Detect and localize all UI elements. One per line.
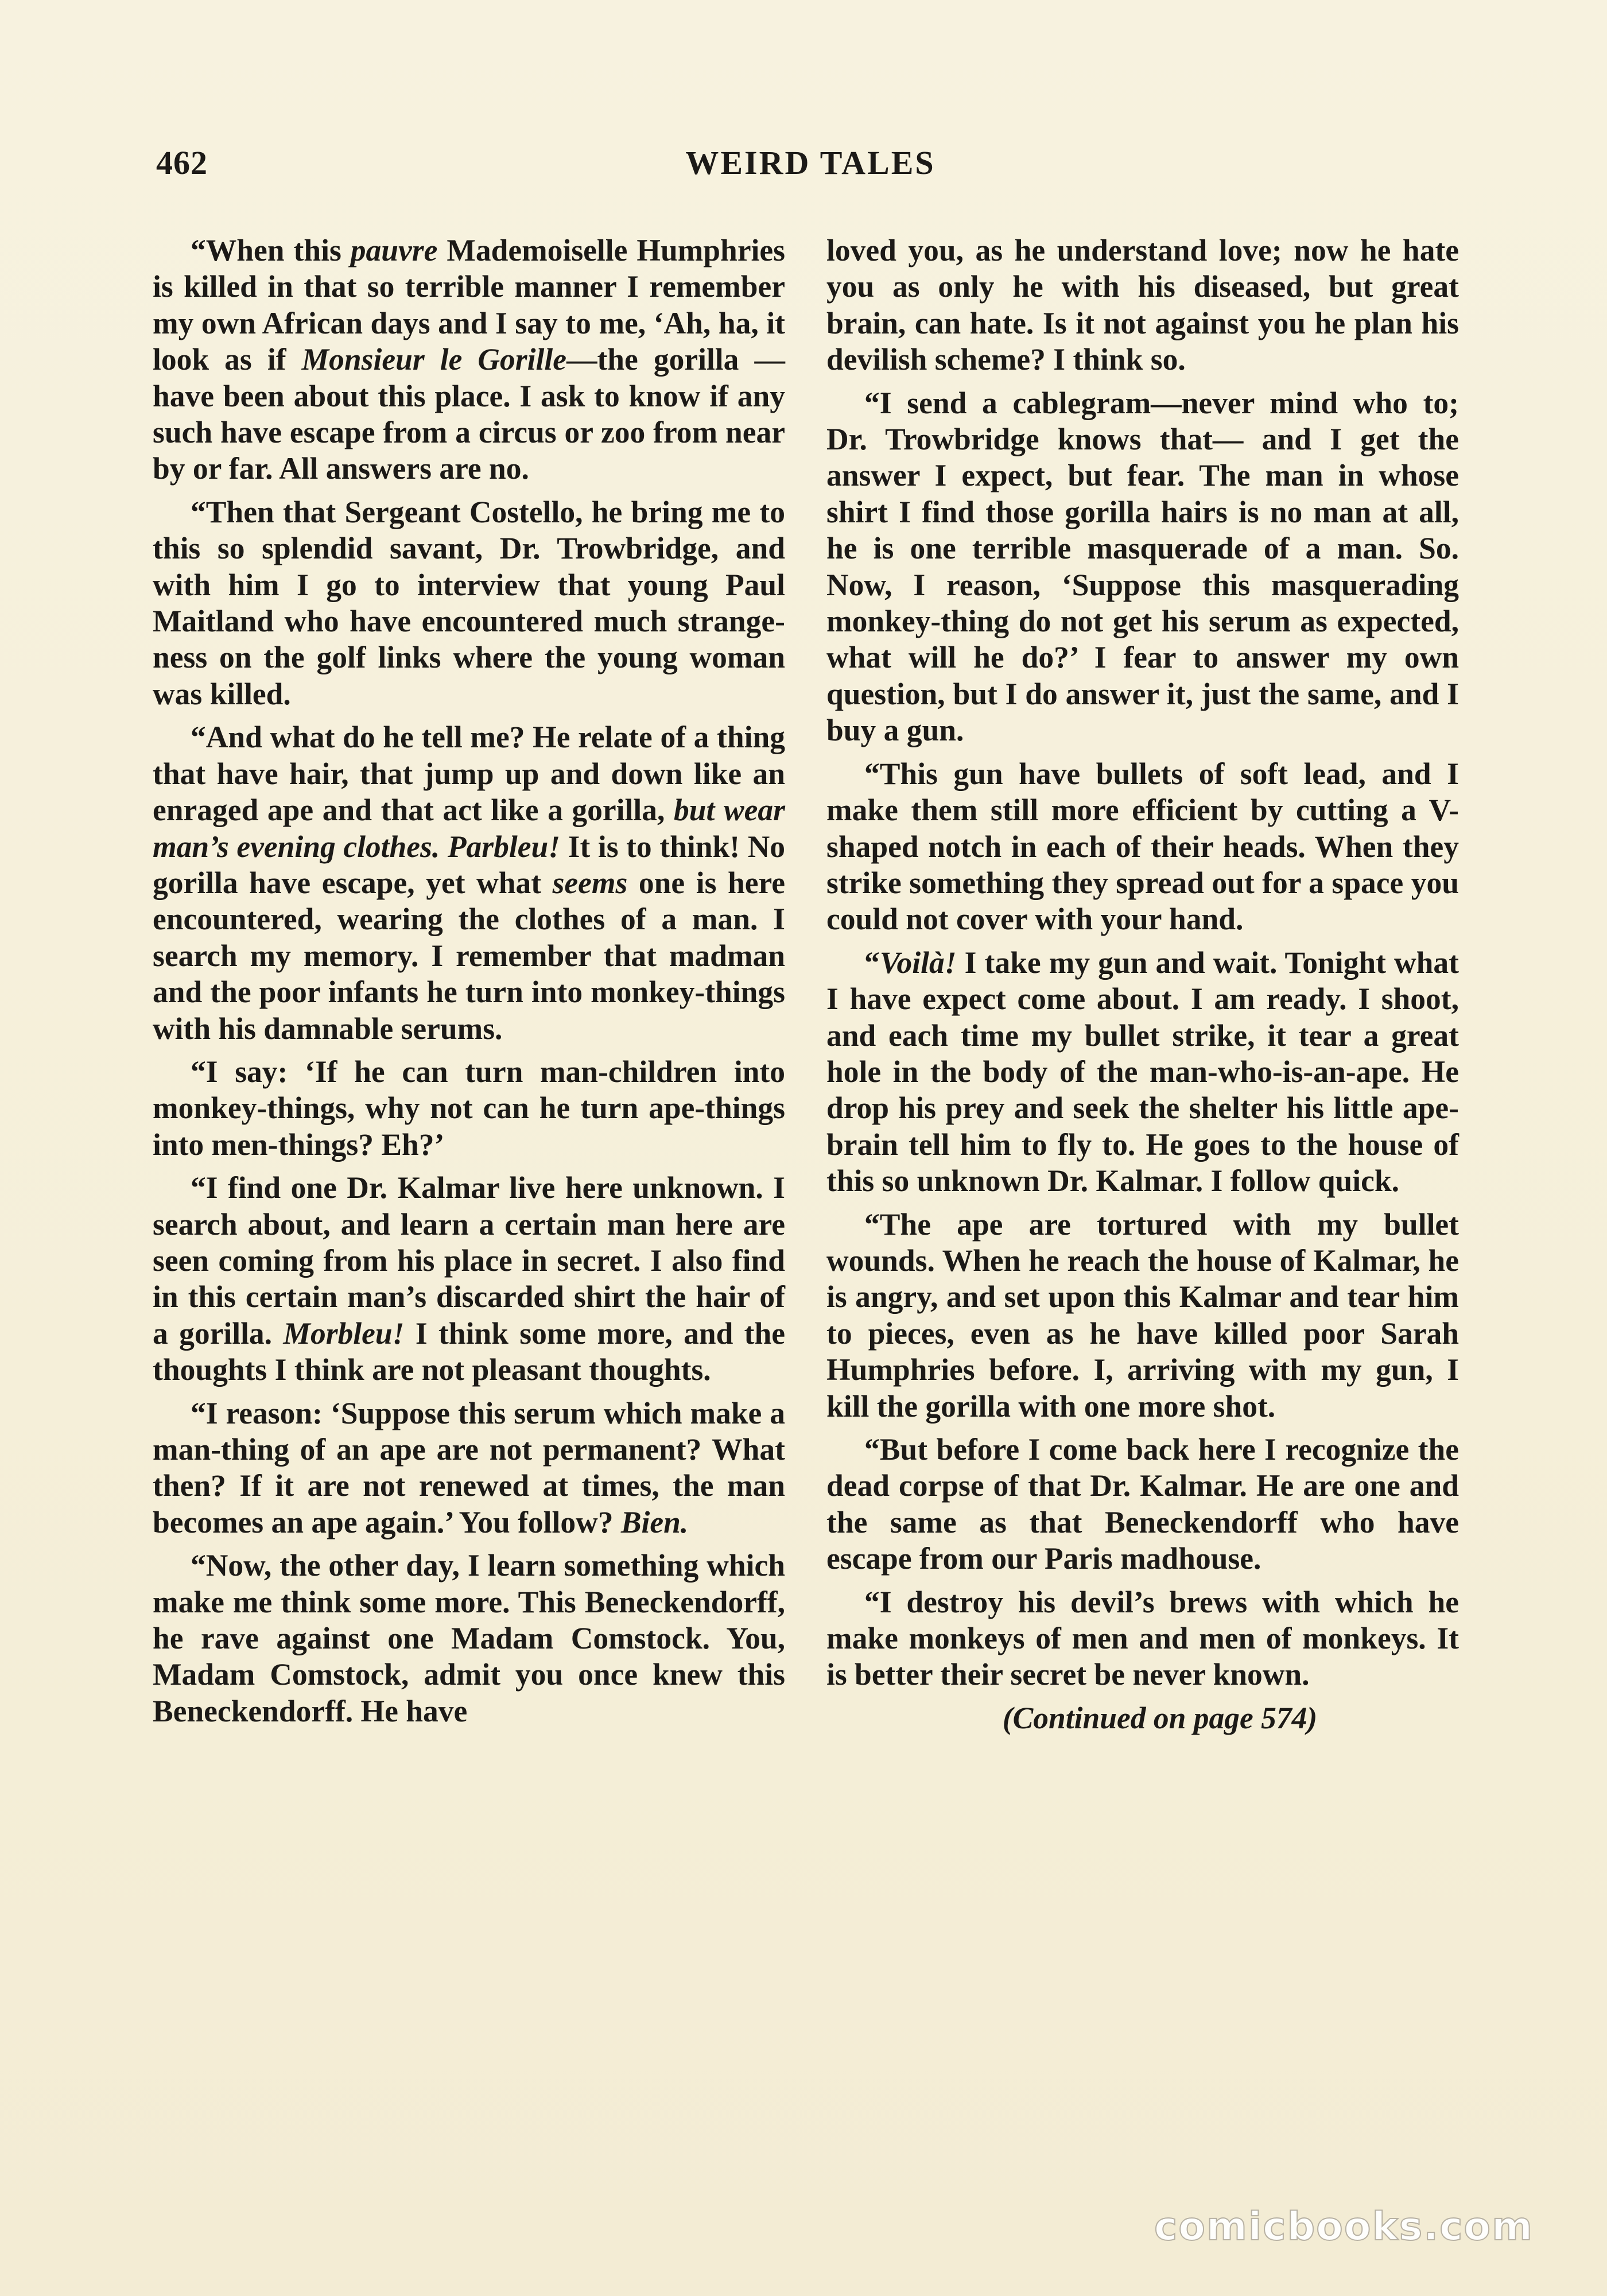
paragraph (826, 1207, 1459, 1425)
paragraph (153, 1170, 785, 1388)
text-run: one is here encountered, wearing the clothes of a man. I search my memory. I remember that madman and the poor infants he turn into monkey-things with his damnable serums. (153, 865, 786, 1046)
text-run: “I destroy his devil’s brews with which he make monkeys of men and men of monkeys. It is better their secret be never known. (826, 1584, 1459, 1692)
text-column-right (826, 232, 1459, 1736)
paragraph (153, 719, 785, 1047)
text-run: “I say: ‘If he can turn man-children into monkey-things, why not can he turn ape-things into men-things? Eh?’ (153, 1054, 785, 1162)
text-run: “And what do he tell me? He relate of a thing that have hair, that jump up and down like an enraged ape and that act like a gorilla, (153, 720, 785, 828)
text-run: Mademoiselle Humphries is killed in that so terrible manner I remember my own African days and I say to me, ‘Ah, ha, it look as if (153, 233, 785, 377)
paragraph (826, 945, 1459, 1200)
text-run: “This gun have bullets of soft lead, and I make them still more efficient by cutting a V-shaped notch in each of their heads. When they strike something they spread out for a space you could not cover with your hand. (826, 756, 1459, 937)
page-number: 462 (156, 144, 208, 181)
italic-text: Morbleu! (283, 1316, 405, 1351)
text-run: “When this (191, 233, 351, 267)
text-run: I take my gun and wait. Tonight what I have expect come about. I am ready. I shoot, and each time my bullet strike, it tear a great hole in the body of the man-who-is-an-ape. He drop his prey and seek the shelter his little ape-brain tell him to fly to. He goes to the house of this so unknown Dr. Kalmar. I follow quick. (826, 945, 1459, 1199)
continued-note: (Continued on page 574) (1002, 1700, 1318, 1735)
paragraph (826, 232, 1459, 378)
paragraph (153, 232, 785, 487)
text-column-left (153, 232, 785, 1736)
text-run: “Then that Sergeant Costello, he bring me to this so splendid savant, Dr. Trowbridge, and with him I go to interview that young Paul Maitland who have encountered much strangeness on the golf links where the young woman was killed. (153, 494, 785, 711)
italic-text: Bien. (620, 1504, 689, 1539)
text-run: “I send a cablegram—never mind who to; Dr. Trowbridge knows that— and I get the answer I expect, but fear. The man in whose shirt I find those gorilla hairs is no man at all, he is one terrible masquerade of a man. So. Now, I reason, ‘Suppose this masquerading monkey-thing do not get his serum as expected, what will he do?’ I fear to answer my own question, but I do answer it, just the same, and I buy a gun. (826, 385, 1459, 748)
text-run: “But before I come back here I recognize the dead corpse of that Dr. Kalmar. He are one and the same as that Beneckendorff who have escape from our Paris madhouse. (826, 1432, 1459, 1576)
text-run: “I find one Dr. Kalmar live here unknown. I search about, and learn a certain man here are seen coming from his place in secret. I also find in this certain man’s discarded shirt the hair of a gorilla. (153, 1170, 785, 1351)
text-run: It is to think! No gorilla have escape, yet what (153, 829, 786, 900)
text-run: “ (864, 945, 880, 980)
italic-text: pauvre (350, 233, 438, 267)
paragraph (153, 1548, 785, 1729)
magazine-title: WEIRD TALES (685, 144, 936, 181)
watermark-logo: comicbooks.com (1154, 2204, 1534, 2250)
text-run: loved you, as he understand love; now he hate you as only he with his diseased, but great brain, can hate. Is it not against you he plan his devilish scheme? I think so. (826, 233, 1459, 377)
paragraph (826, 385, 1459, 749)
paragraph (826, 1432, 1459, 1577)
text-run: “Now, the other day, I learn something which make me think some more. This Beneckendorff, he rave against one Madam Comstock. You, Madam Comstock, admit you once knew this Beneckendorff. He have (153, 1548, 785, 1728)
paragraph (826, 1584, 1459, 1693)
italic-text: but wear man’s evening clothes. Parbleu! (153, 793, 785, 864)
text-run: —the gorilla —have been about this place. I ask to know if any such have escape from a circus or zoo from near by or far. All answers are no. (153, 342, 785, 486)
paragraph (153, 1395, 785, 1541)
text-run: I think some more, and the thoughts I think are not pleasant thoughts. (153, 1316, 785, 1387)
text-run: “The ape are tortured with my bullet wounds. When he reach the house of Kalmar, he is angry, and set upon this Kalmar and tear him to pieces, even as he have killed poor Sarah Humphries before. I, arriving with my gun, I kill the gorilla with one more shot. (826, 1207, 1459, 1424)
italic-text: seems (552, 865, 628, 900)
text-run: “I reason: ‘Suppose this serum which make a man-thing of an ape are not permanent? What then? If it are not renewed at times, the man becomes an ape again.’ You follow? (153, 1395, 785, 1539)
italic-text: Voilà! (879, 945, 957, 980)
paragraph (826, 756, 1459, 938)
paragraph (153, 1054, 785, 1163)
paragraph (153, 494, 785, 712)
running-head (156, 144, 1465, 184)
italic-text: Monsieur le Gorille (301, 342, 566, 377)
